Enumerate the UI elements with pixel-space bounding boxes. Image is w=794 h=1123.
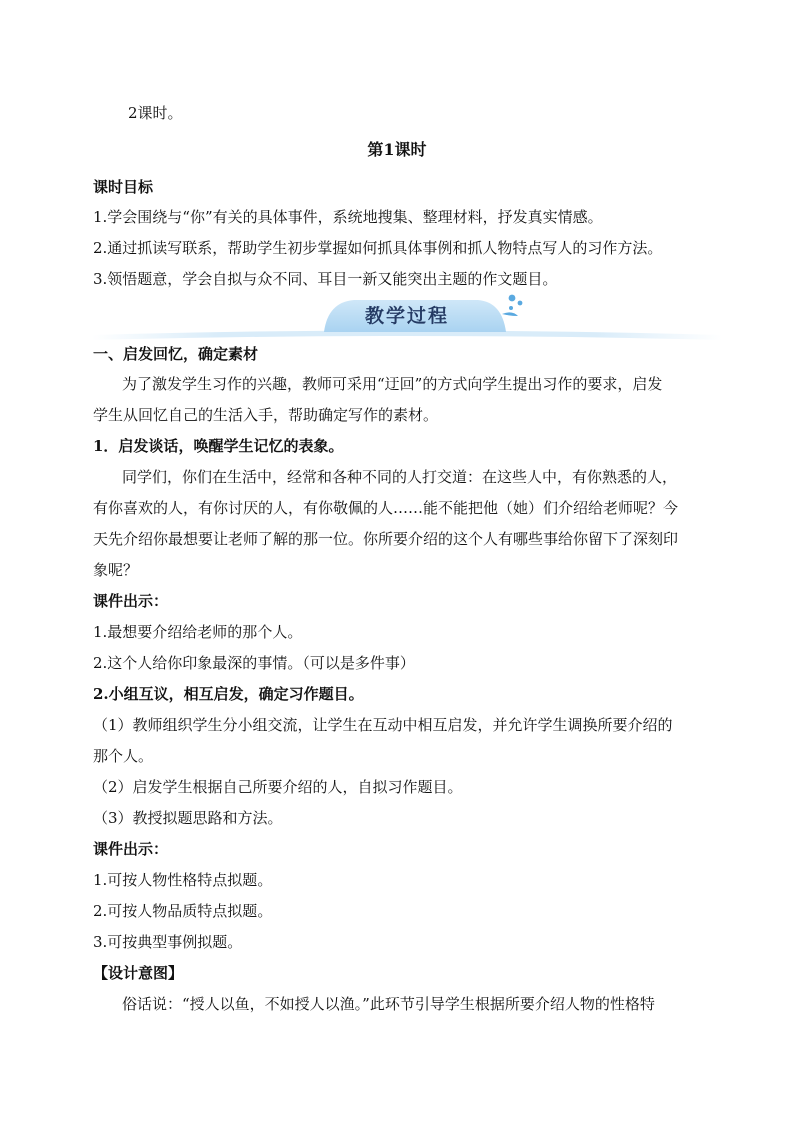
list-item: （1）教师组织学生分小组交流，让学生在互动中相互启发，并允许学生调换所要介绍的 [93, 716, 673, 734]
step-heading-2: 2.小组互议，相互启发，确定习作题目。 [93, 685, 364, 703]
list-item: 2.这个人给你印象最深的事情。（可以是多件事） [93, 654, 415, 672]
list-item: 3.可按典型事例拟题。 [93, 933, 243, 951]
design-intent-heading: 【设计意图】 [93, 964, 184, 982]
list-item: 2.可按人物品质特点拟题。 [93, 902, 273, 920]
list-item: 1.可按人物性格特点拟题。 [93, 871, 273, 889]
objective-item-2: 2.通过抓读写联系，帮助学生初步掌握如何抓具体事例和抓人物特点写人的习作方法。 [93, 239, 663, 257]
list-item: （3）教授拟题思路和方法。 [93, 809, 283, 827]
banner-title: 教学过程 [364, 305, 449, 327]
step-heading-1: 1．启发谈话，唤醒学生记忆的表象。 [93, 437, 344, 455]
objective-item-3: 3.领悟题意，学会自拟与众不同、耳目一新又能突出主题的作文题目。 [93, 270, 558, 288]
section-heading-1: 一、启发回忆，确定素材 [93, 345, 259, 363]
objective-item-1: 1.学会围绕与“你”有关的具体事件，系统地搜集、整理材料，抒发真实情感。 [93, 208, 603, 226]
paragraph-line: 俗话说：“授人以鱼，不如授人以渔。”此环节引导学生根据所要介绍人物的性格特 [122, 995, 655, 1013]
list-item: （2）启发学生根据自己所要介绍的人，自拟习作题目。 [93, 778, 463, 796]
list-item: 1.最想要介绍给老师的那个人。 [93, 623, 303, 641]
list-item-continuation: 那个人。 [93, 747, 154, 765]
paragraph-line: 学生从回忆自己的生活入手，帮助确定写作的素材。 [93, 406, 439, 424]
paragraph-line: 天先介绍你最想要让老师了解的那一位。你所要介绍的这个人有哪些事给你留下了深刻印 [93, 530, 679, 548]
section-heading-objectives: 课时目标 [93, 178, 154, 196]
courseware-label: 课件出示： [93, 840, 169, 858]
paragraph-line: 象呢？ [93, 561, 139, 579]
teaching-process-banner [92, 294, 722, 342]
paragraph-line: 有你喜欢的人，有你讨厌的人，有你敬佩的人……能不能把他（她）们介绍给老师呢？今 [93, 499, 679, 517]
paragraph-line: 同学们，你们在生活中，经常和各种不同的人打交道：在这些人中，有你熟悉的人， [122, 468, 678, 486]
paragraph-line: 为了激发学生习作的兴趣，教师可采用“迂回”的方式向学生提出习作的要求，启发 [122, 375, 663, 393]
lesson-title: 第1课时 [367, 140, 427, 159]
courseware-label: 课件出示： [93, 592, 169, 610]
intro-line: 2课时。 [128, 104, 183, 122]
